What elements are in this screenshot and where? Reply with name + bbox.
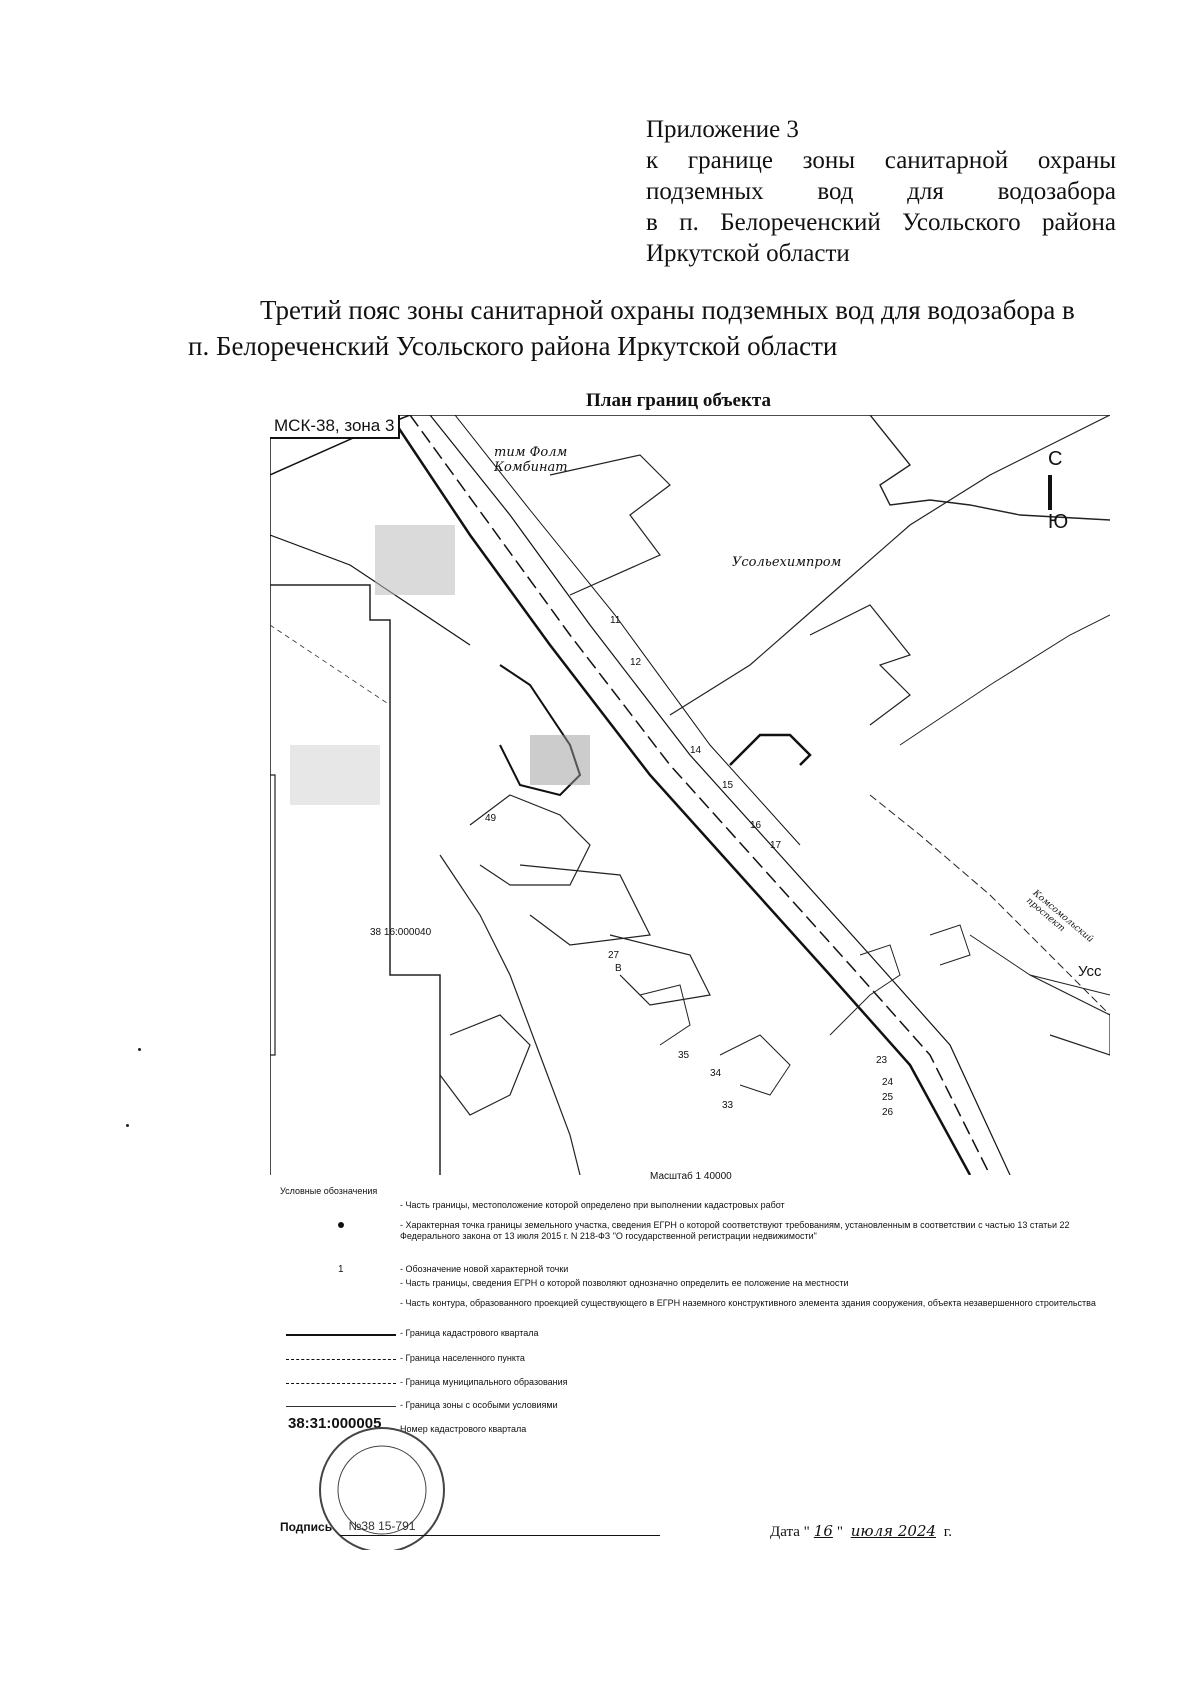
legend-text: - Часть границы, местоположение которой определено при выполнении кадастровых работ (400, 1200, 785, 1210)
scan-speck (138, 1048, 141, 1051)
point-number: 14 (690, 745, 702, 756)
quarter-code-sample: 38:31:000005 (288, 1415, 382, 1432)
appendix-number: Приложение 3 (646, 116, 799, 143)
point-number: 34 (710, 1068, 722, 1079)
legend-symbol-new-point (286, 1264, 396, 1275)
scan-speck (126, 1124, 129, 1127)
map-label-prospekt: Комсомольский проспект (1024, 888, 1096, 945)
legend-line-longdash (286, 1383, 396, 1384)
point-number: 35 (678, 1050, 690, 1061)
map-label-b: В (615, 963, 622, 974)
plan-title: План границ объекта (586, 390, 771, 411)
appendix-line: к границе зоны санитарной охраны (646, 147, 1116, 174)
south-label: Ю (1048, 511, 1069, 533)
point-number: 16 (750, 820, 762, 831)
stamp-number: №38 15-791 (348, 1519, 416, 1533)
legend-text: - Часть границы, сведения ЕГРН о которой позволяют однозначно определить ее положение на местности (400, 1278, 849, 1288)
legend-text: - Часть контура, образованного проекцией существующего в ЕГРН наземного конструктивного элемента здания сооружения, объекта незавершенного строительства (400, 1298, 1096, 1308)
legend-symbol-point (286, 1220, 396, 1231)
date-month-year: июля 2024 (850, 1522, 937, 1540)
date-line (770, 1522, 952, 1541)
legend-line-solid (286, 1334, 396, 1336)
appendix-line: Иркутской области (646, 240, 850, 267)
map-label-combinat: тим Фолм Комбинат (494, 445, 568, 475)
point-marker-icon (338, 1222, 344, 1228)
map-label-usolye: Усс (1078, 963, 1102, 980)
map-label-usolekhimprom: Усольехимпром (732, 555, 842, 570)
legend-text: Номер кадастрового квартала (400, 1424, 527, 1434)
map-label-parcel: 38 16:000040 (370, 927, 432, 938)
point-number: 25 (882, 1092, 894, 1103)
heading-line: Третий пояс зоны санитарной охраны подземных вод для водозабора в (260, 295, 1075, 325)
date-suffix: г. (943, 1524, 953, 1540)
document-heading (188, 292, 1118, 364)
legend-text: - Граница кадастрового квартала (400, 1328, 539, 1338)
date-day: 16 (813, 1522, 833, 1540)
date-mid: " (836, 1524, 843, 1540)
point-number: 33 (722, 1100, 734, 1111)
new-point-number: 1 (338, 1264, 344, 1275)
north-label: С (1048, 448, 1063, 470)
map-scale: Масштаб 1 40000 (650, 1171, 732, 1182)
appendix-line: в п. Белореченский Усольского района (646, 209, 1116, 236)
legend-text: - Граница муниципального образования (400, 1377, 568, 1387)
boundary-map (270, 415, 1110, 1175)
date-prefix: Дата " (770, 1524, 810, 1540)
legend-title: Условные обозначения (280, 1186, 378, 1196)
heading-line: п. Белореченский Усольского района Иркутской области (188, 331, 838, 361)
legend-line-thin (286, 1406, 396, 1407)
legend-text: - Граница населенного пункта (400, 1353, 525, 1363)
signature-label: Подпись (280, 1520, 333, 1534)
crs-label: МСК-38, зона 3 (270, 415, 400, 439)
legend-text: - Характерная точка границы земельного участка, сведения ЕГРН о которой соответствуют требованиям, установленным в соответствии с частью 13 статьи 22 Федерального закона от 13 июля 2015 г. N 218-ФЗ "О государственной регистрации недвижимости" (400, 1220, 1070, 1241)
point-number: 17 (770, 840, 782, 851)
appendix-line: подземных вод для водозабора (646, 178, 1116, 205)
signature-line (340, 1535, 660, 1536)
point-number: 49 (485, 813, 497, 824)
legend-text: - Граница зоны с особыми условиями (400, 1400, 558, 1410)
point-number: 12 (630, 657, 642, 668)
point-number: 11 (610, 615, 621, 626)
legend-text: - Обозначение новой характерной точки (400, 1264, 569, 1274)
appendix-block (646, 114, 1116, 269)
point-number: 27 (608, 950, 620, 961)
map-drawing (270, 415, 1110, 1175)
point-number: 24 (882, 1077, 894, 1088)
point-number: 15 (722, 780, 734, 791)
point-number: 26 (882, 1107, 894, 1118)
point-number: 23 (876, 1055, 888, 1066)
legend-line-dotdash (286, 1359, 396, 1360)
